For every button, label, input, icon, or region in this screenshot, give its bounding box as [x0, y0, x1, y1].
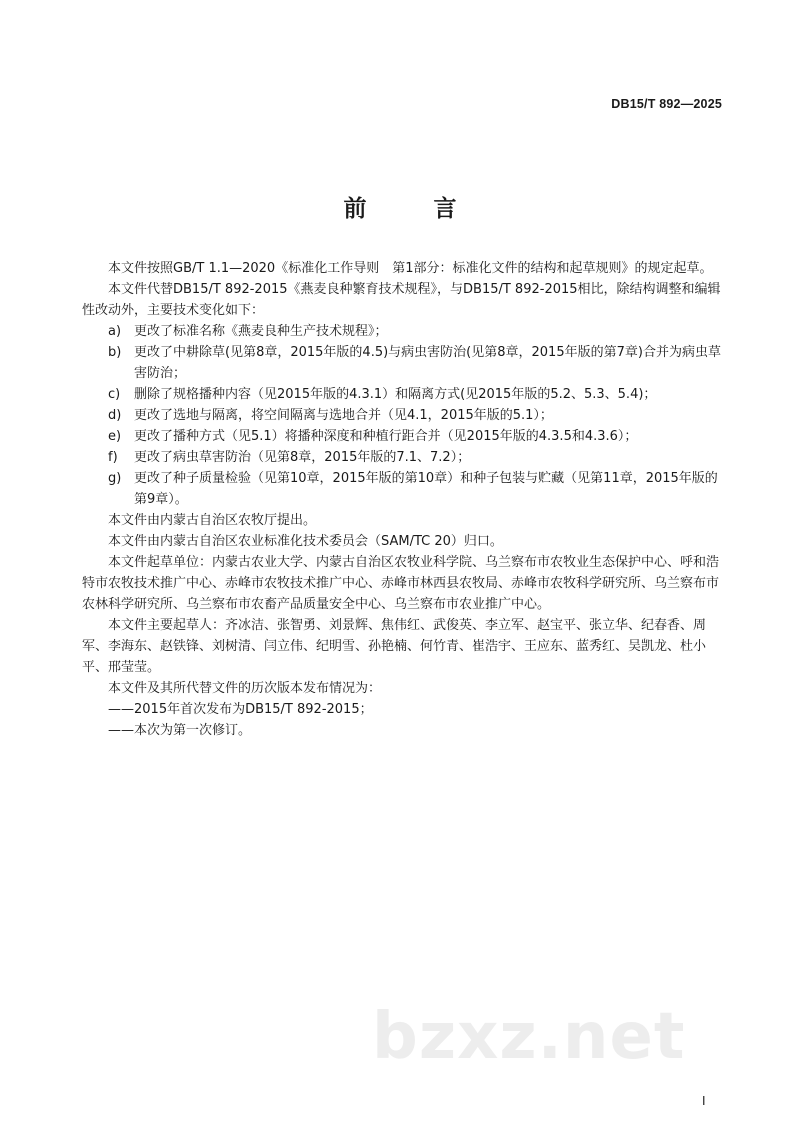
change-item	[82, 447, 726, 468]
list-item-text: 更改了中耕除草(见第8章，2015年版的4.5)与病虫害防治(见第8章，2015年版的第7章)合并为病虫草害防治；	[134, 345, 721, 381]
paragraph-committee: 本文件由内蒙古自治区农业标准化技术委员会（SAM/TC 20）归口。	[108, 534, 503, 549]
list-marker: c)	[108, 387, 121, 402]
change-item	[82, 405, 726, 426]
history-item: ——2015年首次发布为DB15/T 892-2015；	[108, 702, 373, 717]
paragraph-replacement: 本文件代替DB15/T 892-2015《燕麦良种繁育技术规程》，与DB15/T 892-2015相比，除结构调整和编辑性改动外，主要技术变化如下：	[82, 282, 721, 318]
history-item: ——本次为第一次修订。	[108, 723, 252, 738]
page-title: 前 言	[343, 196, 479, 222]
list-marker: b)	[108, 345, 122, 360]
paragraph-drafting-rules: 本文件按照GB/T 1.1—2020《标准化工作导则 第1部分：标准化文件的结构和起草规则》的规定起草。	[108, 261, 713, 276]
list-item-text: 更改了标准名称《燕麦良种生产技术规程》；	[134, 324, 388, 339]
document-code: DB15/T 892—2025	[611, 97, 722, 111]
list-marker: d)	[108, 408, 122, 423]
list-marker: g)	[108, 471, 122, 486]
paragraph-history: 本文件及其所代替文件的历次版本发布情况为：	[108, 681, 382, 696]
list-marker: a)	[108, 324, 122, 339]
change-item	[82, 342, 726, 384]
list-item-text: 删除了规格播种内容（见2015年版的4.3.1）和隔离方式(见2015年版的5.2、5.3、5.4)；	[134, 387, 657, 402]
paragraph-proposer: 本文件由内蒙古自治区农牧厅提出。	[108, 513, 317, 528]
change-item	[82, 426, 726, 447]
change-item	[82, 384, 726, 405]
list-item-text: 更改了病虫草害防治（见第8章，2015年版的7.1、7.2）；	[134, 450, 471, 465]
list-item-text: 更改了播种方式（见5.1）将播种深度和种植行距合并（见2015年版的4.3.5和4.3.6）；	[134, 429, 638, 444]
watermark: bzxz.net	[372, 1000, 686, 1074]
change-item	[82, 468, 726, 510]
document-body	[82, 258, 726, 741]
list-marker: e)	[108, 429, 122, 444]
paragraph-drafters: 本文件主要起草人：齐冰洁、张智勇、刘景辉、焦伟红、武俊英、李立军、赵宝平、张立华、纪春香、周军、李海东、赵铁锋、刘树清、闫立伟、纪明雪、孙艳楠、何竹青、崔浩宇、王应东、蓝秀红、吴凯龙、杜小平、邢莹莹。	[82, 618, 707, 675]
list-marker: f)	[108, 450, 118, 465]
list-item-text: 更改了选地与隔离，将空间隔离与选地合并（见4.1，2015年版的5.1）；	[134, 408, 553, 423]
list-item-text: 更改了种子质量检验（见第10章，2015年版的第10章）和种子包装与贮藏（见第11章，2015年版的第9章）。	[134, 471, 718, 507]
paragraph-drafting-units: 本文件起草单位：内蒙古农业大学、内蒙古自治区农牧业科学院、乌兰察布市农牧业生态保护中心、呼和浩特市农牧技术推广中心、赤峰市农牧技术推广中心、赤峰市林西县农牧局、赤峰市农牧科学研究所、乌兰察布市农林科学研究所、乌兰察布市农畜产品质量安全中心、乌兰察布市农业推广中心。	[82, 555, 720, 612]
change-item	[82, 321, 726, 342]
page-number: I	[702, 1094, 706, 1108]
